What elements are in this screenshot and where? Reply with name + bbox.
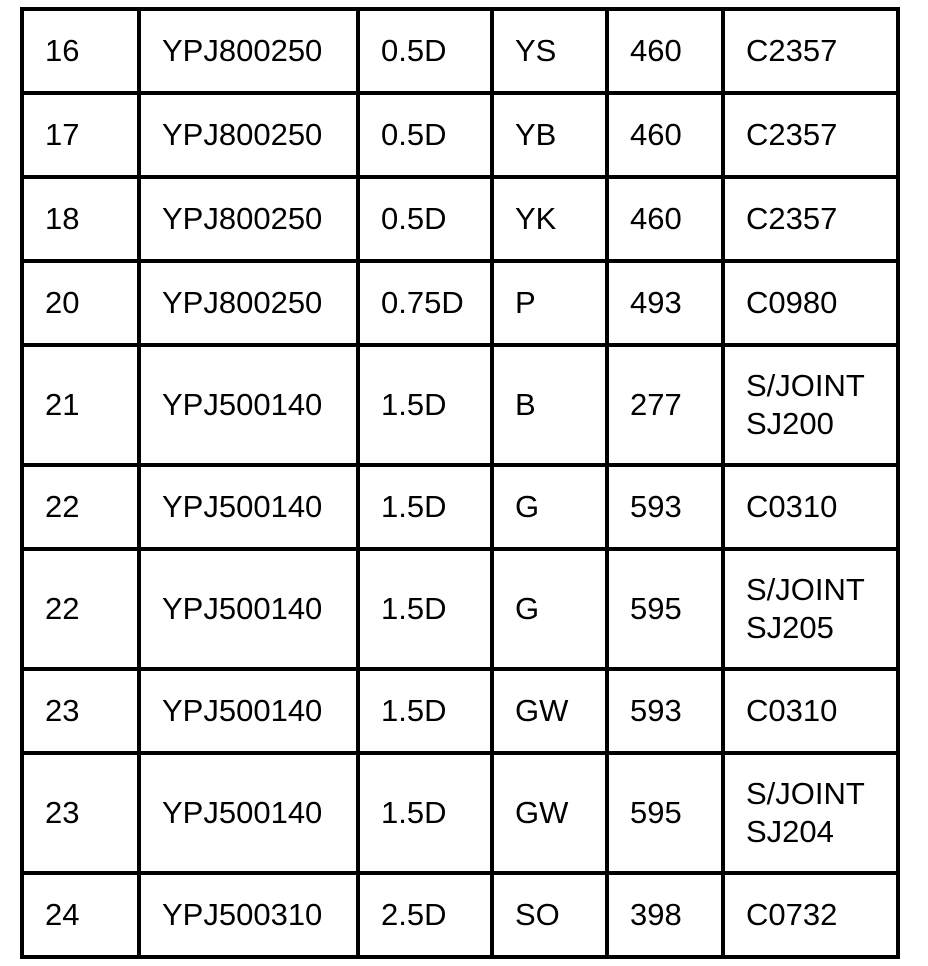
cell-number: 20 [22, 261, 139, 345]
cell-value: 595 [607, 549, 723, 669]
cell-part-code: YPJ500310 [139, 873, 358, 957]
cell-connector: C2357 [723, 93, 898, 177]
cell-connector: C0980 [723, 261, 898, 345]
table-row [22, 669, 898, 753]
cell-color: GW [492, 669, 607, 753]
cell-part-code: YPJ800250 [139, 261, 358, 345]
cell-connector: C0310 [723, 669, 898, 753]
parts-table-body [22, 9, 898, 957]
table-row [22, 261, 898, 345]
cell-part-code: YPJ500140 [139, 465, 358, 549]
cell-color: B [492, 345, 607, 465]
cell-color: YB [492, 93, 607, 177]
cell-value: 460 [607, 9, 723, 93]
cell-color: P [492, 261, 607, 345]
cell-part-code: YPJ800250 [139, 177, 358, 261]
cell-color: YS [492, 9, 607, 93]
cell-value: 460 [607, 177, 723, 261]
cell-number: 24 [22, 873, 139, 957]
cell-value: 593 [607, 465, 723, 549]
cell-color: SO [492, 873, 607, 957]
cell-part-code: YPJ800250 [139, 93, 358, 177]
cell-value: 277 [607, 345, 723, 465]
cell-size: 1.5D [358, 753, 492, 873]
cell-connector: S/JOINT SJ204 [723, 753, 898, 873]
cell-value: 595 [607, 753, 723, 873]
cell-number: 17 [22, 93, 139, 177]
cell-size: 1.5D [358, 345, 492, 465]
cell-number: 22 [22, 549, 139, 669]
table-row [22, 465, 898, 549]
cell-value: 493 [607, 261, 723, 345]
cell-part-code: YPJ500140 [139, 345, 358, 465]
parts-table [20, 7, 900, 959]
cell-size: 0.75D [358, 261, 492, 345]
cell-size: 0.5D [358, 9, 492, 93]
cell-color: YK [492, 177, 607, 261]
table-row [22, 9, 898, 93]
cell-size: 1.5D [358, 465, 492, 549]
cell-size: 0.5D [358, 93, 492, 177]
cell-value: 593 [607, 669, 723, 753]
cell-number: 23 [22, 669, 139, 753]
cell-color: GW [492, 753, 607, 873]
cell-part-code: YPJ800250 [139, 9, 358, 93]
cell-connector: C2357 [723, 9, 898, 93]
cell-connector: C0732 [723, 873, 898, 957]
table-row [22, 549, 898, 669]
table-row [22, 873, 898, 957]
cell-value: 398 [607, 873, 723, 957]
cell-part-code: YPJ500140 [139, 549, 358, 669]
cell-size: 0.5D [358, 177, 492, 261]
cell-size: 2.5D [358, 873, 492, 957]
cell-color: G [492, 465, 607, 549]
cell-number: 21 [22, 345, 139, 465]
cell-part-code: YPJ500140 [139, 753, 358, 873]
cell-number: 16 [22, 9, 139, 93]
cell-color: G [492, 549, 607, 669]
table-row [22, 93, 898, 177]
cell-connector: S/JOINT SJ205 [723, 549, 898, 669]
cell-connector: S/JOINT SJ200 [723, 345, 898, 465]
cell-connector: C2357 [723, 177, 898, 261]
cell-value: 460 [607, 93, 723, 177]
cell-size: 1.5D [358, 549, 492, 669]
cell-connector: C0310 [723, 465, 898, 549]
cell-part-code: YPJ500140 [139, 669, 358, 753]
cell-number: 22 [22, 465, 139, 549]
cell-number: 18 [22, 177, 139, 261]
table-row [22, 345, 898, 465]
table-row [22, 753, 898, 873]
cell-number: 23 [22, 753, 139, 873]
table-row [22, 177, 898, 261]
cell-size: 1.5D [358, 669, 492, 753]
